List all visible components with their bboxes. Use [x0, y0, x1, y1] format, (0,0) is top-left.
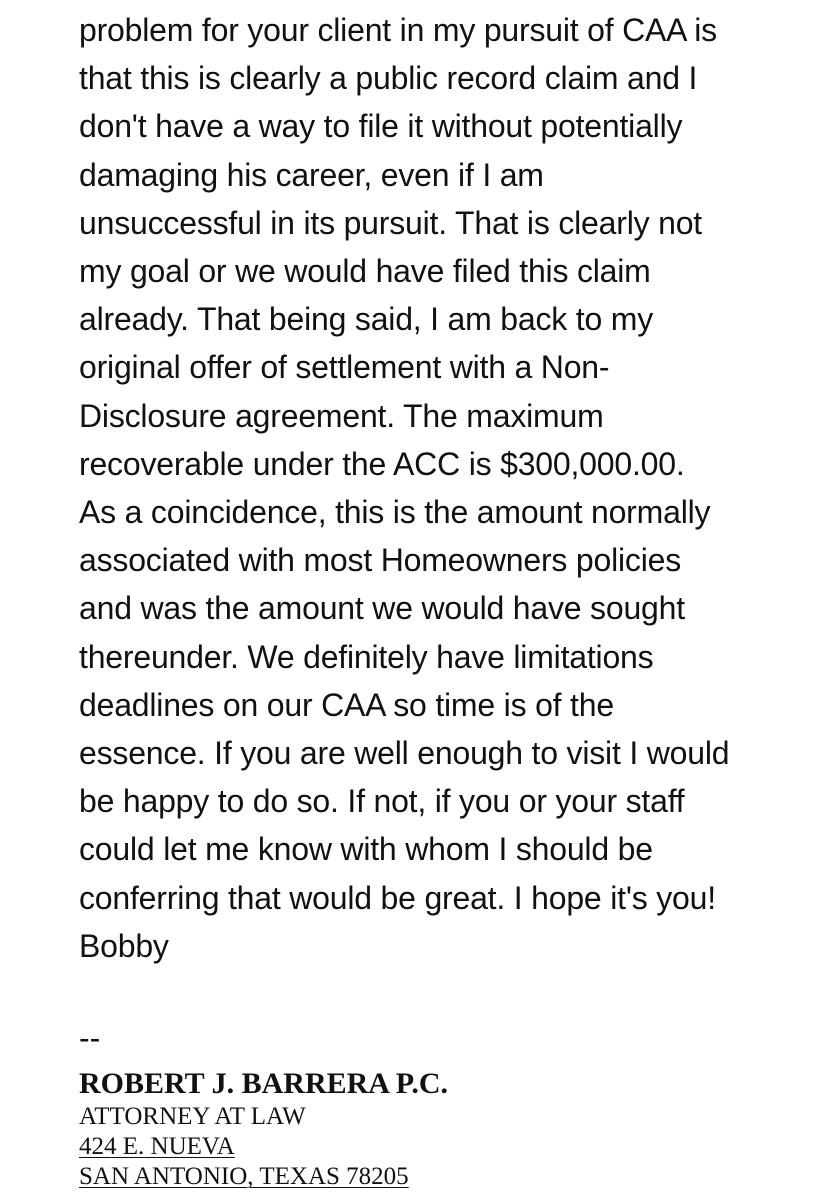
body-line: already. That being said, I am back to my — [79, 301, 654, 338]
body-line: original offer of settlement with a Non- — [79, 349, 610, 386]
body-line: associated with most Homeowners policies — [79, 542, 682, 579]
body-line: and was the amount we would have sought — [79, 590, 685, 627]
body-line: conferring that would be great. I hope it's you! — [79, 879, 716, 916]
sign-off-name: Bobby — [79, 927, 169, 964]
body-line: deadlines on our CAA so time is of the — [79, 686, 614, 723]
firm-name: ROBERT J. BARRERA P.C. — [79, 1067, 449, 1100]
attorney-title: ATTORNEY AT LAW — [79, 1103, 306, 1130]
address-city-link[interactable]: SAN ANTONIO, TEXAS 78205 — [79, 1163, 409, 1190]
body-line: my goal or we would have filed this claim — [79, 253, 651, 290]
body-line: unsuccessful in its pursuit. That is clearly not — [79, 204, 702, 241]
body-line: problem for your client in my pursuit of CAA is — [79, 12, 717, 48]
body-line: damaging his career, even if I am — [79, 156, 544, 193]
body-line: essence. If you are well enough to visit I would — [79, 735, 730, 772]
address-street-link[interactable]: 424 E. NUEVA — [79, 1133, 235, 1160]
body-line: recoverable under the ACC is $300,000.00. — [79, 445, 685, 482]
email-body — [79, 6, 819, 970]
body-line: don't have a way to file it without potentially — [79, 108, 683, 145]
body-line: that this is clearly a public record claim and I — [79, 60, 698, 97]
body-line: be happy to do so. If not, if you or your staff — [79, 783, 685, 820]
signature-separator: -- — [79, 1020, 101, 1056]
body-line: As a coincidence, this is the amount normally — [79, 494, 711, 531]
body-line: Disclosure agreement. The maximum — [79, 397, 604, 434]
body-line: thereunder. We definitely have limitations — [79, 638, 654, 675]
email-signature — [79, 1020, 819, 1192]
body-line: could let me know with whom I should be — [79, 831, 653, 868]
